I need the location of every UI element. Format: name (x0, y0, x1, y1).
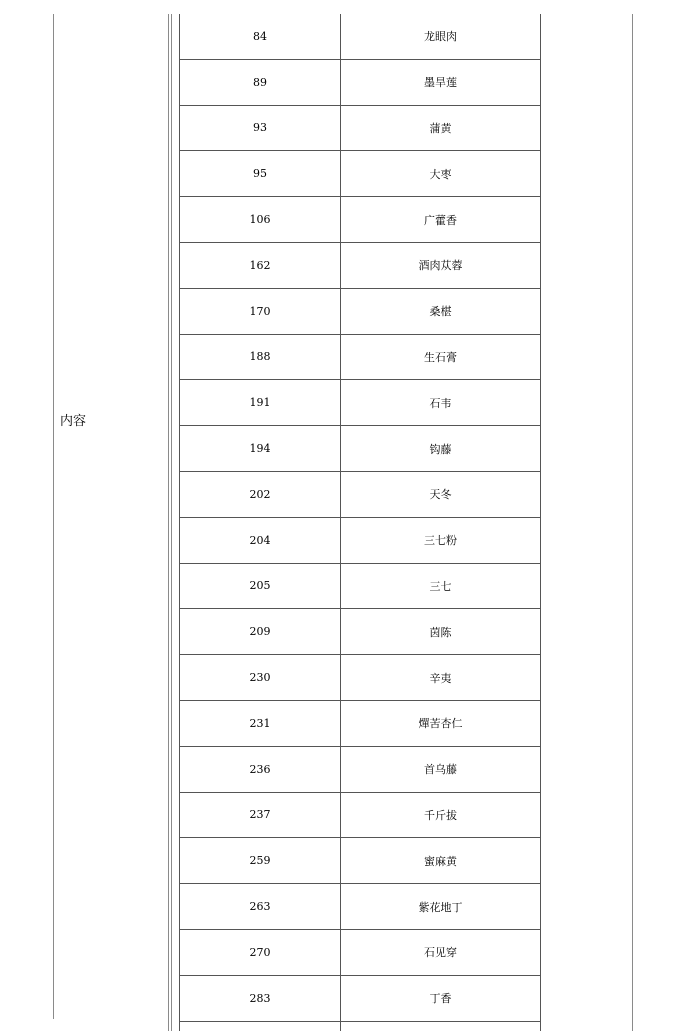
table-row (180, 380, 540, 426)
label-column-divider-inner (171, 14, 172, 1031)
herb-name: 广藿香 (424, 213, 457, 227)
herb-name: 生石膏 (424, 350, 457, 364)
herb-number: 194 (180, 426, 341, 471)
herb-name: 酒肉苁蓉 (418, 259, 463, 273)
herb-number: 270 (180, 930, 341, 975)
herb-name: 燀苦杏仁 (418, 717, 463, 731)
table-row (180, 518, 540, 564)
herb-number: 209 (180, 609, 341, 654)
label-column-divider (168, 14, 169, 1031)
table-row (180, 564, 540, 610)
herb-number: 237 (180, 793, 341, 838)
herb-number: 170 (180, 289, 341, 334)
table-row (180, 747, 540, 793)
herb-name: 蒲黄 (429, 121, 452, 135)
herb-number: 93 (180, 106, 341, 151)
table-row (180, 426, 540, 472)
table-row (180, 14, 540, 60)
herb-number: 191 (180, 380, 341, 425)
herb-name: 三七 (429, 579, 452, 593)
table-row (180, 793, 540, 839)
herb-name: 钩藤 (429, 442, 452, 456)
herb-number: 188 (180, 335, 341, 380)
herb-number: 204 (180, 518, 341, 563)
table-row-partial (180, 1022, 540, 1031)
herb-name: 紫花地丁 (418, 900, 463, 914)
herb-name: 辛夷 (429, 671, 452, 685)
herb-name: 天冬 (429, 488, 452, 502)
herb-number: 259 (180, 838, 341, 883)
herb-name (341, 1022, 540, 1031)
herb-number: 205 (180, 564, 341, 609)
herb-table (179, 14, 541, 1031)
herb-name: 龙眼肉 (424, 30, 457, 44)
outer-table-left-border (53, 14, 54, 1019)
table-row (180, 655, 540, 701)
herb-number: 263 (180, 884, 341, 929)
table-row (180, 930, 540, 976)
herb-name: 茵陈 (429, 625, 452, 639)
herb-name: 蜜麻黄 (424, 854, 457, 868)
herb-name: 千斤拔 (424, 808, 457, 822)
table-row (180, 335, 540, 381)
herb-number: 202 (180, 472, 341, 517)
herb-number: 236 (180, 747, 341, 792)
table-row (180, 151, 540, 197)
table-row (180, 243, 540, 289)
table-row (180, 106, 540, 152)
herb-name: 桑椹 (429, 305, 452, 319)
table-row (180, 289, 540, 335)
herb-name: 墨旱莲 (424, 76, 457, 90)
table-row (180, 609, 540, 655)
herb-number: 162 (180, 243, 341, 288)
herb-number: 84 (180, 14, 341, 59)
herb-number: 230 (180, 655, 341, 700)
section-label: 内容 (60, 414, 87, 429)
herb-number: 89 (180, 60, 341, 105)
outer-table-right-border (632, 14, 633, 1031)
herb-name: 丁香 (429, 992, 452, 1006)
table-row (180, 197, 540, 243)
herb-number (180, 1022, 341, 1031)
table-row (180, 472, 540, 518)
herb-name: 三七粉 (424, 534, 457, 548)
herb-number: 231 (180, 701, 341, 746)
herb-name: 首乌藤 (424, 763, 457, 777)
table-row (180, 60, 540, 106)
table-row (180, 701, 540, 747)
herb-name: 大枣 (429, 167, 452, 181)
table-row (180, 976, 540, 1022)
table-row (180, 838, 540, 884)
herb-name: 石韦 (429, 396, 452, 410)
herb-name: 石见穿 (424, 946, 457, 960)
herb-number: 106 (180, 197, 341, 242)
table-row (180, 884, 540, 930)
herb-number: 283 (180, 976, 341, 1021)
herb-number: 95 (180, 151, 341, 196)
